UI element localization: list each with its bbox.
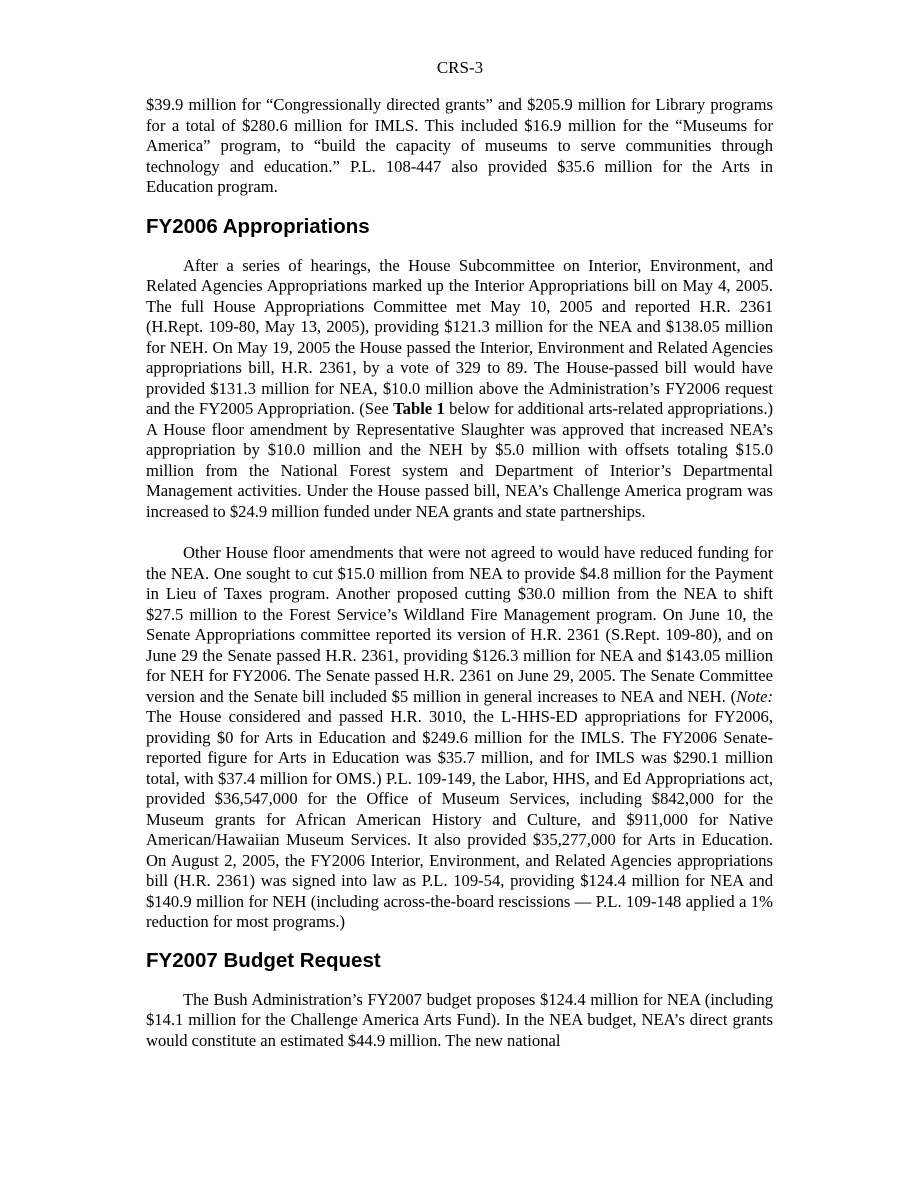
- fy2006-p1-text-a: After a series of hearings, the House Subcommittee on Interior, Environment, and Related Agencies Appropriations marked up the Interior Appropriations bill on May 4, 2005. The full House Appropriations Committee met May 10, 2005 and reported H.R. 2361 (H.Rept. 109-80, May 13, 2005), providing $121.3 million for the NEA and $138.05 million for NEH. On May 19, 2005 the House passed the Interior, Environment and Related Agencies appropriations bill, H.R. 2361, by a vote of 329 to 89. The House-passed bill would have provided $131.3 million for NEA, $10.0 million above the Administration’s FY2006 request and the FY2005 Appropriation. (See: [146, 255, 773, 418]
- fy2006-p2-text-a: Other House floor amendments that were not agreed to would have reduced funding for the NEA. One sought to cut $15.0 million from NEA to provide $4.8 million for the Payment in Lieu of Taxes program. Another proposed cutting $30.0 million from the NEA to shift $27.5 million to the Forest Service’s Wildland Fire Management program. On June 10, the Senate Appropriations committee reported its version of H.R. 2361 (S.Rept. 109-80), and on June 29 the Senate passed H.R. 2361, providing $126.3 million for NEA and $143.05 million for NEH for FY2006. The Senate passed H.R. 2361 on June 29, 2005. The Senate Committee version and the Senate bill included $5 million in general increases to NEA and NEH. (: [146, 543, 773, 706]
- section-heading-fy2007: FY2007 Budget Request: [146, 948, 381, 972]
- fy2006-paragraph-2: [146, 543, 773, 933]
- document-body: [146, 95, 773, 1051]
- fy2006-p2-text-b: The House considered and passed H.R. 3010, the L-HHS-ED appropriations for FY2006, providing $0 for Arts in Education and $249.6 million for the IMLS. The FY2006 Senate-reported figure for Arts in Education was $35.7 million, and for IMLS was $290.1 million total, with $37.4 million for OMS.) P.L. 109-149, the Labor, HHS, and Ed Appropriations act, provided $36,547,000 for the Office of Museum Services, including $842,000 for the Museum grants for African American History and Culture, and $911,000 for Native American/Hawaiian Museum Services. It also provided $35,277,000 for Arts in Education. On August 2, 2005, the FY2006 Interior, Environment, and Related Agencies appropriations bill (H.R. 2361) was signed into law as P.L. 109-54, providing $124.4 million for NEA and $140.9 million for NEH (including across-the-board rescissions — P.L. 109-148 applied a 1% reduction for most programs.): [146, 707, 773, 931]
- table-1-reference: Table 1: [393, 399, 445, 418]
- fy2006-p1-text-b: below for additional arts-related appropriations.) A House floor amendment by Representative Slaughter was approved that increased NEA’s appropriation by $10.0 million and the NEH by $5.0 million with offsets totaling $15.0 million from the National Forest system and Department of Interior’s Departmental Management activities. Under the House passed bill, NEA’s Challenge America program was increased to $24.9 million funded under NEA grants and state partnerships.: [146, 399, 773, 521]
- fy2007-paragraph-1: The Bush Administration’s FY2007 budget proposes $124.4 million for NEA (including $14.1 million for the Challenge America Arts Fund). In the NEA budget, NEA’s direct grants would constitute an estimated $44.9 million. The new national: [146, 989, 773, 1050]
- section-heading-fy2006: FY2006 Appropriations: [146, 214, 370, 238]
- intro-paragraph: $39.9 million for “Congressionally directed grants” and $205.9 million for Library programs for a total of $280.6 million for IMLS. This included $16.9 million for the “Museums for America” program, to “build the capacity of museums to serve communities through technology and education.” P.L. 108-447 also provided $35.6 million for the Arts in Education program.: [146, 95, 773, 196]
- fy2006-paragraph-1: [146, 256, 773, 523]
- page-number-header: CRS-3: [436, 58, 484, 77]
- note-label: Note:: [736, 686, 773, 706]
